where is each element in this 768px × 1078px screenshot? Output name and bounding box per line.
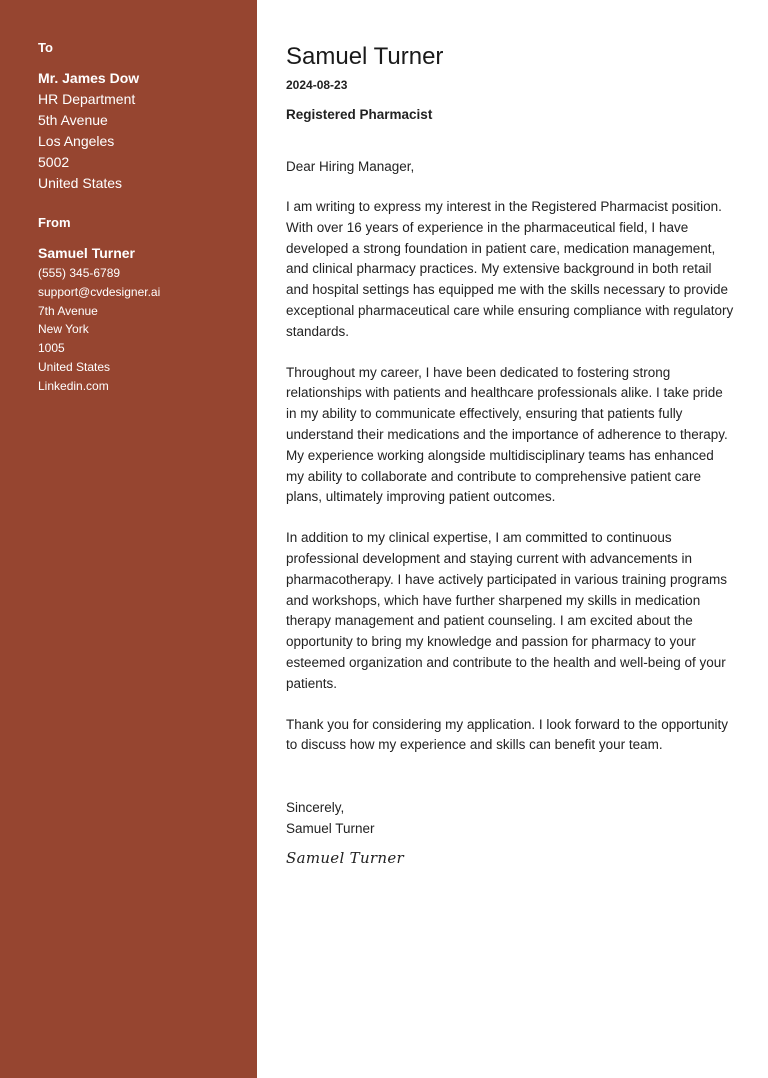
greeting: Dear Hiring Manager, <box>286 159 415 174</box>
recipient-country: United States <box>38 175 123 191</box>
signature: Samuel Turner <box>286 849 404 868</box>
paragraph-1: I am writing to express my interest in the Registered Pharmacist position. With over 16 years of experience in the pharmaceutical field, I have developed a strong foundation in patient care, medication management, and clinical pharmacy practices. My extensive background in both retail and hospital settings has equipped me with the skills necessary to provide exceptional pharmaceutical care while ensuring compliance with regulatory standards. <box>286 199 734 339</box>
letter-body <box>286 42 734 868</box>
recipient-zip: 5002 <box>38 154 70 170</box>
sender-zip: 1005 <box>38 341 65 356</box>
letter-date: 2024-08-23 <box>286 78 348 92</box>
paragraph-3: In addition to my clinical expertise, I am committed to continuous professional development and staying current with advancements in pharmacotherapy. I have actively participated in various training programs and workshops, which have further sharpened my skills in medication therapy management and patient counseling. I am excited about the opportunity to bring my knowledge and passion for pharmacy to your esteemed organization and contribute to the health and well-being of your patients. <box>286 530 727 691</box>
paragraph-4: Thank you for considering my application. I look forward to the opportunity to discuss how my experience and skills can benefit your team. <box>286 716 728 753</box>
sender-name: Samuel Turner <box>38 245 135 261</box>
sender-block <box>38 215 237 396</box>
recipient-name: Mr. James Dow <box>38 70 140 86</box>
closing-name: Samuel Turner <box>286 821 375 837</box>
recipient-heading: To <box>38 40 53 55</box>
applicant-name: Samuel Turner <box>286 43 444 70</box>
sender-street: 7th Avenue <box>38 303 98 318</box>
sender-email[interactable]: support@cvdesigner.ai <box>38 284 161 299</box>
job-title: Registered Pharmacist <box>286 107 433 122</box>
recipient-department: HR Department <box>38 91 136 107</box>
recipient-street: 5th Avenue <box>38 112 108 128</box>
sender-country: United States <box>38 359 111 374</box>
recipient-block <box>38 40 237 194</box>
closing-block <box>286 797 734 839</box>
recipient-city: Los Angeles <box>38 133 115 149</box>
sender-linkedin[interactable]: Linkedin.com <box>38 378 109 393</box>
paragraph-2: Throughout my career, I have been dedicated to fostering strong relationships with patients and healthcare professionals alike. I take pride in my ability to communicate effectively, ensuring that patients fully understand their medications and the importance of adherence to therapy. My experience working alongside multidisciplinary teams has enhanced my ability to collaborate and contribute to comprehensive patient care plans, ultimately improving patient outcomes. <box>286 364 728 505</box>
sidebar <box>0 0 257 1078</box>
closing-salutation: Sincerely, <box>286 800 345 816</box>
sender-heading: From <box>38 215 71 230</box>
sender-phone: (555) 345-6789 <box>38 266 121 280</box>
sender-city: New York <box>38 322 89 337</box>
